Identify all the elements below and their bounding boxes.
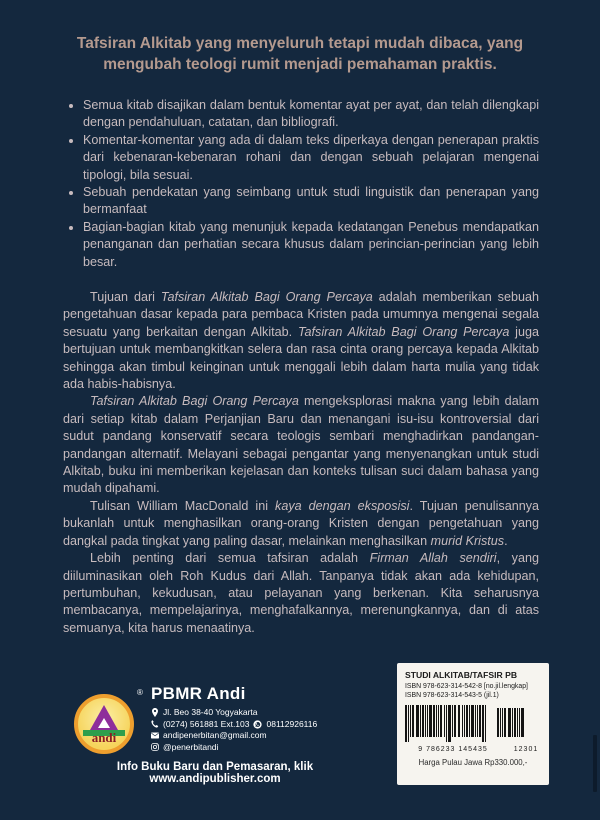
isbn-full: ISBN 978-623-314-542-8 [no.jil.lengkap]	[405, 683, 528, 690]
whatsapp-icon	[253, 720, 262, 729]
marketing-info: Info Buku Baru dan Pemasaran, klik www.andipublisher.com	[116, 761, 314, 785]
barcode-addon	[497, 708, 525, 737]
bullet-dot-icon	[69, 104, 73, 108]
email-icon	[151, 732, 159, 739]
price-label	[397, 663, 549, 785]
instagram-text: @penerbitandi	[163, 741, 219, 752]
phone-text: (0274) 561881 Ext.103	[163, 718, 250, 729]
whatsapp-text: 08112926116	[266, 718, 318, 729]
feature-text: Sebuah pendekatan yang seimbang untuk studi linguistik dan penerapan yang bermanfaat	[83, 185, 539, 217]
barcode-digits: 9 786233 145435	[418, 745, 488, 753]
feature-item	[63, 132, 539, 184]
email-line	[151, 730, 317, 742]
andi-publisher-logo	[74, 694, 134, 754]
tagline: Tafsiran Alkitab yang menyeluruh tetapi mudah dibaca, yang mengubah teologi rumit menjadi pemahaman praktis.	[76, 35, 524, 73]
bullet-dot-icon	[69, 139, 73, 143]
description-paragraph: Tafsiran Alkitab Bagi Orang Percaya mengeksplorasi makna yang lebih dalam dari setiap kitab dalam Perjanjian Baru dan menangani isu-isu kontroversial dari sudut pandang konservatif secara teologis sembari menghadirkan pandangan-pandangan alternatif. Melayani sebagai pengantar yang menyenangkan untuk studi Alkitab, buku ini memberikan kejelasan dan konteks tulisan suci dalam bahasa yang mudah dipahami.	[63, 394, 539, 496]
price-text: Harga Pulau Jawa Rp330.000,-	[418, 757, 528, 767]
barcode	[405, 705, 487, 742]
description-paragraph: Lebih penting dari semua tafsiran adalah Firman Allah sendiri, yang diiluminasikan oleh Roh Kudus dari Allah. Tanpanya tidak akan ada kehidupan, pertumbuhan, kekudusan, atau pelayanan yang berkenan. Kita seharusnya membacanya, mempelajarinya, menghafalkannya, merenungkannya, dan di atas semuanya, kita harus menaatinya.	[63, 551, 539, 635]
logo-wordmark: andi	[91, 730, 117, 745]
feature-item	[63, 97, 539, 132]
logo-inner-triangle-icon	[98, 718, 110, 728]
feature-item	[63, 219, 539, 271]
address-line	[151, 707, 317, 719]
publisher-contact	[151, 707, 317, 753]
instagram-icon	[151, 743, 159, 751]
description-paragraph: Tulisan William MacDonald ini kaya dengan eksposisi. Tujuan penulisannya bukanlah untuk menghasilkan orang-orang Kristen dengan pengetahuan yang dangkal pada tingkat yang paling dasar, melainkan menghasilkan murid Kristus.	[63, 498, 540, 548]
isbn-block	[405, 683, 541, 701]
feature-text: Bagian-bagian kitab yang menunjuk kepada kedatangan Penebus mendapatkan penanganan dan perhatian secara khusus dalam perincian-perincian yang lebih besar.	[83, 219, 539, 269]
feature-text: Komentar-komentar yang ada di dalam teks diperkaya dengan penerapan praktis dari kebenaran-kebenaran rohani dan dengan sebuah pelajaran mengenai tipologi, bila sesuai.	[83, 132, 539, 182]
isbn-volume: ISBN 978-623-314-543-5 (jil.1)	[405, 691, 499, 699]
barcode-row	[405, 705, 541, 745]
address-text: Jl. Beo 38-40 Yogyakarta	[163, 707, 258, 717]
description-paragraph: Tujuan dari Tafsiran Alkitab Bagi Orang Percaya adalah memberikan sebuah pengetahuan dasar kepada para pembaca Kristen pada umumnya mengenai segala sesuatu yang berkaitan dengan Alkitab. Tafsiran Alkitab Bagi Orang Percaya juga bertujuan untuk membangkitkan selera dan rasa cinta orang percaya kepada Alkitab sehingga akan timbul keinginan untuk menggali lebih dalam harta mulia yang tidak ada habis-habisnya.	[63, 290, 539, 392]
email-text: andipenerbitan@gmail.com	[163, 730, 267, 740]
instagram-line	[151, 742, 317, 754]
registered-trademark: ®	[137, 688, 143, 697]
phone-line	[151, 719, 317, 731]
scan-edge-shadow	[593, 735, 597, 792]
barcode-digits-row	[405, 746, 541, 753]
publisher-name: PBMR Andi	[151, 684, 246, 703]
category-text: STUDI ALKITAB/TAFSIR PB	[405, 670, 518, 680]
phone-icon	[151, 720, 159, 728]
location-icon	[151, 708, 159, 717]
bullet-dot-icon	[69, 191, 73, 195]
feature-text: Semua kitab disajikan dalam bentuk komentar ayat per ayat, dan telah dilengkapi dengan pendahuluan, catatan, dan bibliografi.	[83, 98, 539, 130]
barcode-addon-digits: 12301	[513, 745, 539, 753]
description	[63, 289, 539, 637]
bullet-dot-icon	[69, 226, 73, 230]
feature-list	[63, 97, 539, 271]
feature-item	[63, 184, 539, 219]
